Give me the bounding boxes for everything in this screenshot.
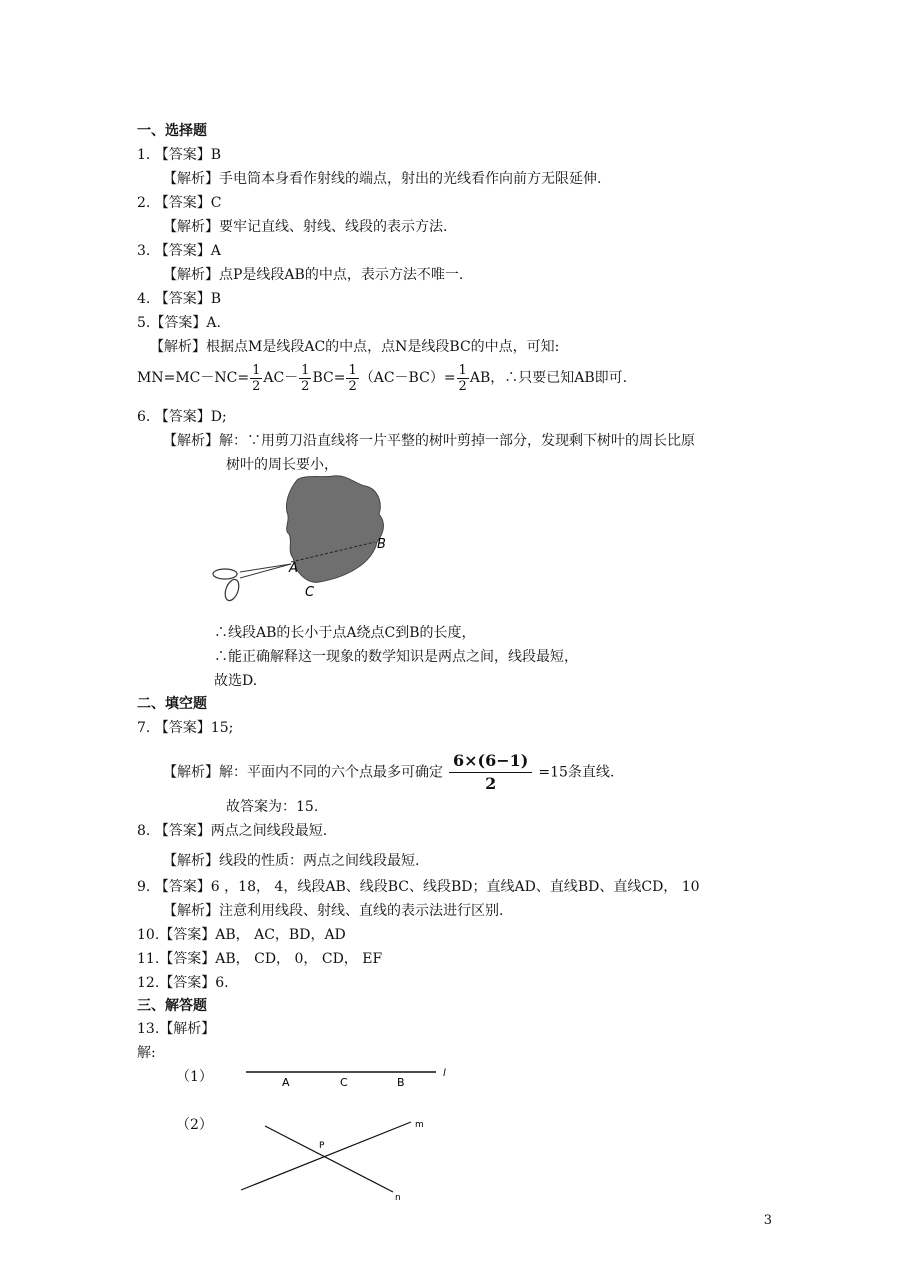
q7-final: 故答案为：15. [226,799,319,815]
leaf-label-c: C [305,585,315,600]
fraction-half-3: $\frac{1}{2}$ [348,362,357,394]
q5-formula-part4: （AC－BC）= [359,370,456,386]
q9-analysis: 【解析】注意利用线段、射线、直线的表示法进行区别. [163,903,504,919]
scissors-handle-2 [223,578,242,603]
line-l-label: l [443,1068,446,1079]
leaf-label-b: B [377,537,386,552]
q10-answer: 10.【答案】AB， AC，BD，AD [137,927,346,943]
leaf-label-a: A [289,561,298,576]
q13-part1-label: （1） [176,1069,213,1085]
q3-answer: 3. 【答案】A [137,243,221,259]
q6-analysis-line1: 【解析】解：∵用剪刀沿直线将一片平整的树叶剪掉一部分，发现剩下树叶的周长比原 [163,433,695,449]
q7-analysis-pre: 【解析】解：平面内不同的六个点最多可确定 [163,764,443,781]
q5-formula-part5: AB，∴只要已知AB即可. [469,370,628,386]
line-m-label: m [415,1120,424,1130]
q1-analysis: 【解析】手电筒本身看作射线的端点，射出的光线看作向前方无限延伸. [163,171,602,187]
line-n-label: n [395,1193,401,1203]
q5-formula-part3: BC= [312,370,346,386]
q7-analysis [163,750,614,795]
q6-conclusion-2: ∴能正确解释这一现象的数学知识是两点之间，线段最短， [214,649,578,665]
q6-answer: 6. 【答案】D; [137,409,227,425]
q1-answer: 1. 【答案】B [137,147,222,163]
q3-analysis: 【解析】点P是线段AB的中点，表示方法不唯一. [163,267,464,283]
q13-intersect-figure [235,1112,435,1204]
q5-formula-part2: AC－ [263,370,299,386]
q5-analysis: 【解析】根据点M是线段AC的中点，点N是线段BC的中点，可知: [150,339,560,355]
q12-answer: 12.【答案】6. [137,975,229,991]
q7-analysis-post: =15条直线. [538,764,615,781]
q6-conclusion-3: 故选D. [214,673,258,689]
q2-analysis: 【解析】要牢记直线、射线、线段的表示方法. [163,219,448,235]
q5-formula [137,360,627,396]
leaf-shape [286,476,383,583]
q13-part2-label: （2） [176,1117,213,1133]
q9-answer: 9. 【答案】6 ，18， 4，线段AB、线段BC、线段BD；直线AD、直线BD、直线CD， 10 [137,879,700,895]
fraction-half-1: $\frac{1}{2}$ [252,362,261,394]
q2-answer: 2. 【答案】C [137,195,222,211]
line-n [265,1126,393,1192]
fraction-half-4: $\frac{1}{2}$ [458,362,467,394]
q6-analysis-line2: 树叶的周长要小， [226,457,338,473]
q8-answer: 8. 【答案】两点之间线段最短. [137,823,328,839]
q5-formula-part1: MN=MC－NC= [137,370,250,386]
q7-fraction: $\frac{6\times(6-1)}{2}$ [449,750,532,795]
q11-answer: 11.【答案】AB， CD， 0， CD， EF [137,951,383,967]
point-p-label: P [319,1141,325,1151]
scissors-handle-1 [213,569,237,579]
page-number: 3 [763,1213,772,1228]
point-c-label: C [340,1076,348,1089]
q13-line-figure [240,1062,460,1098]
fraction-half-2: $\frac{1}{2}$ [301,362,310,394]
q13-answer: 13.【解析】 [137,1021,216,1037]
line-m [241,1122,411,1190]
q5-answer: 5.【答案】A. [137,315,221,331]
q13-jie: 解: [137,1045,156,1061]
point-b-label: B [397,1076,405,1089]
section-heading-fill: 二、填空题 [137,696,207,712]
q6-conclusion-1: ∴线段AB的长小于点A绕点C到B的长度， [214,625,476,641]
point-a-label: A [282,1076,290,1089]
q4-answer: 4. 【答案】B [137,291,222,307]
section-heading-solve: 三、解答题 [137,998,207,1014]
q7-answer: 7. 【答案】15; [137,720,234,736]
leaf-scissors-figure [205,472,405,612]
section-heading-choice: 一、选择题 [137,123,207,139]
q8-analysis: 【解析】线段的性质：两点之间线段最短. [163,853,420,869]
